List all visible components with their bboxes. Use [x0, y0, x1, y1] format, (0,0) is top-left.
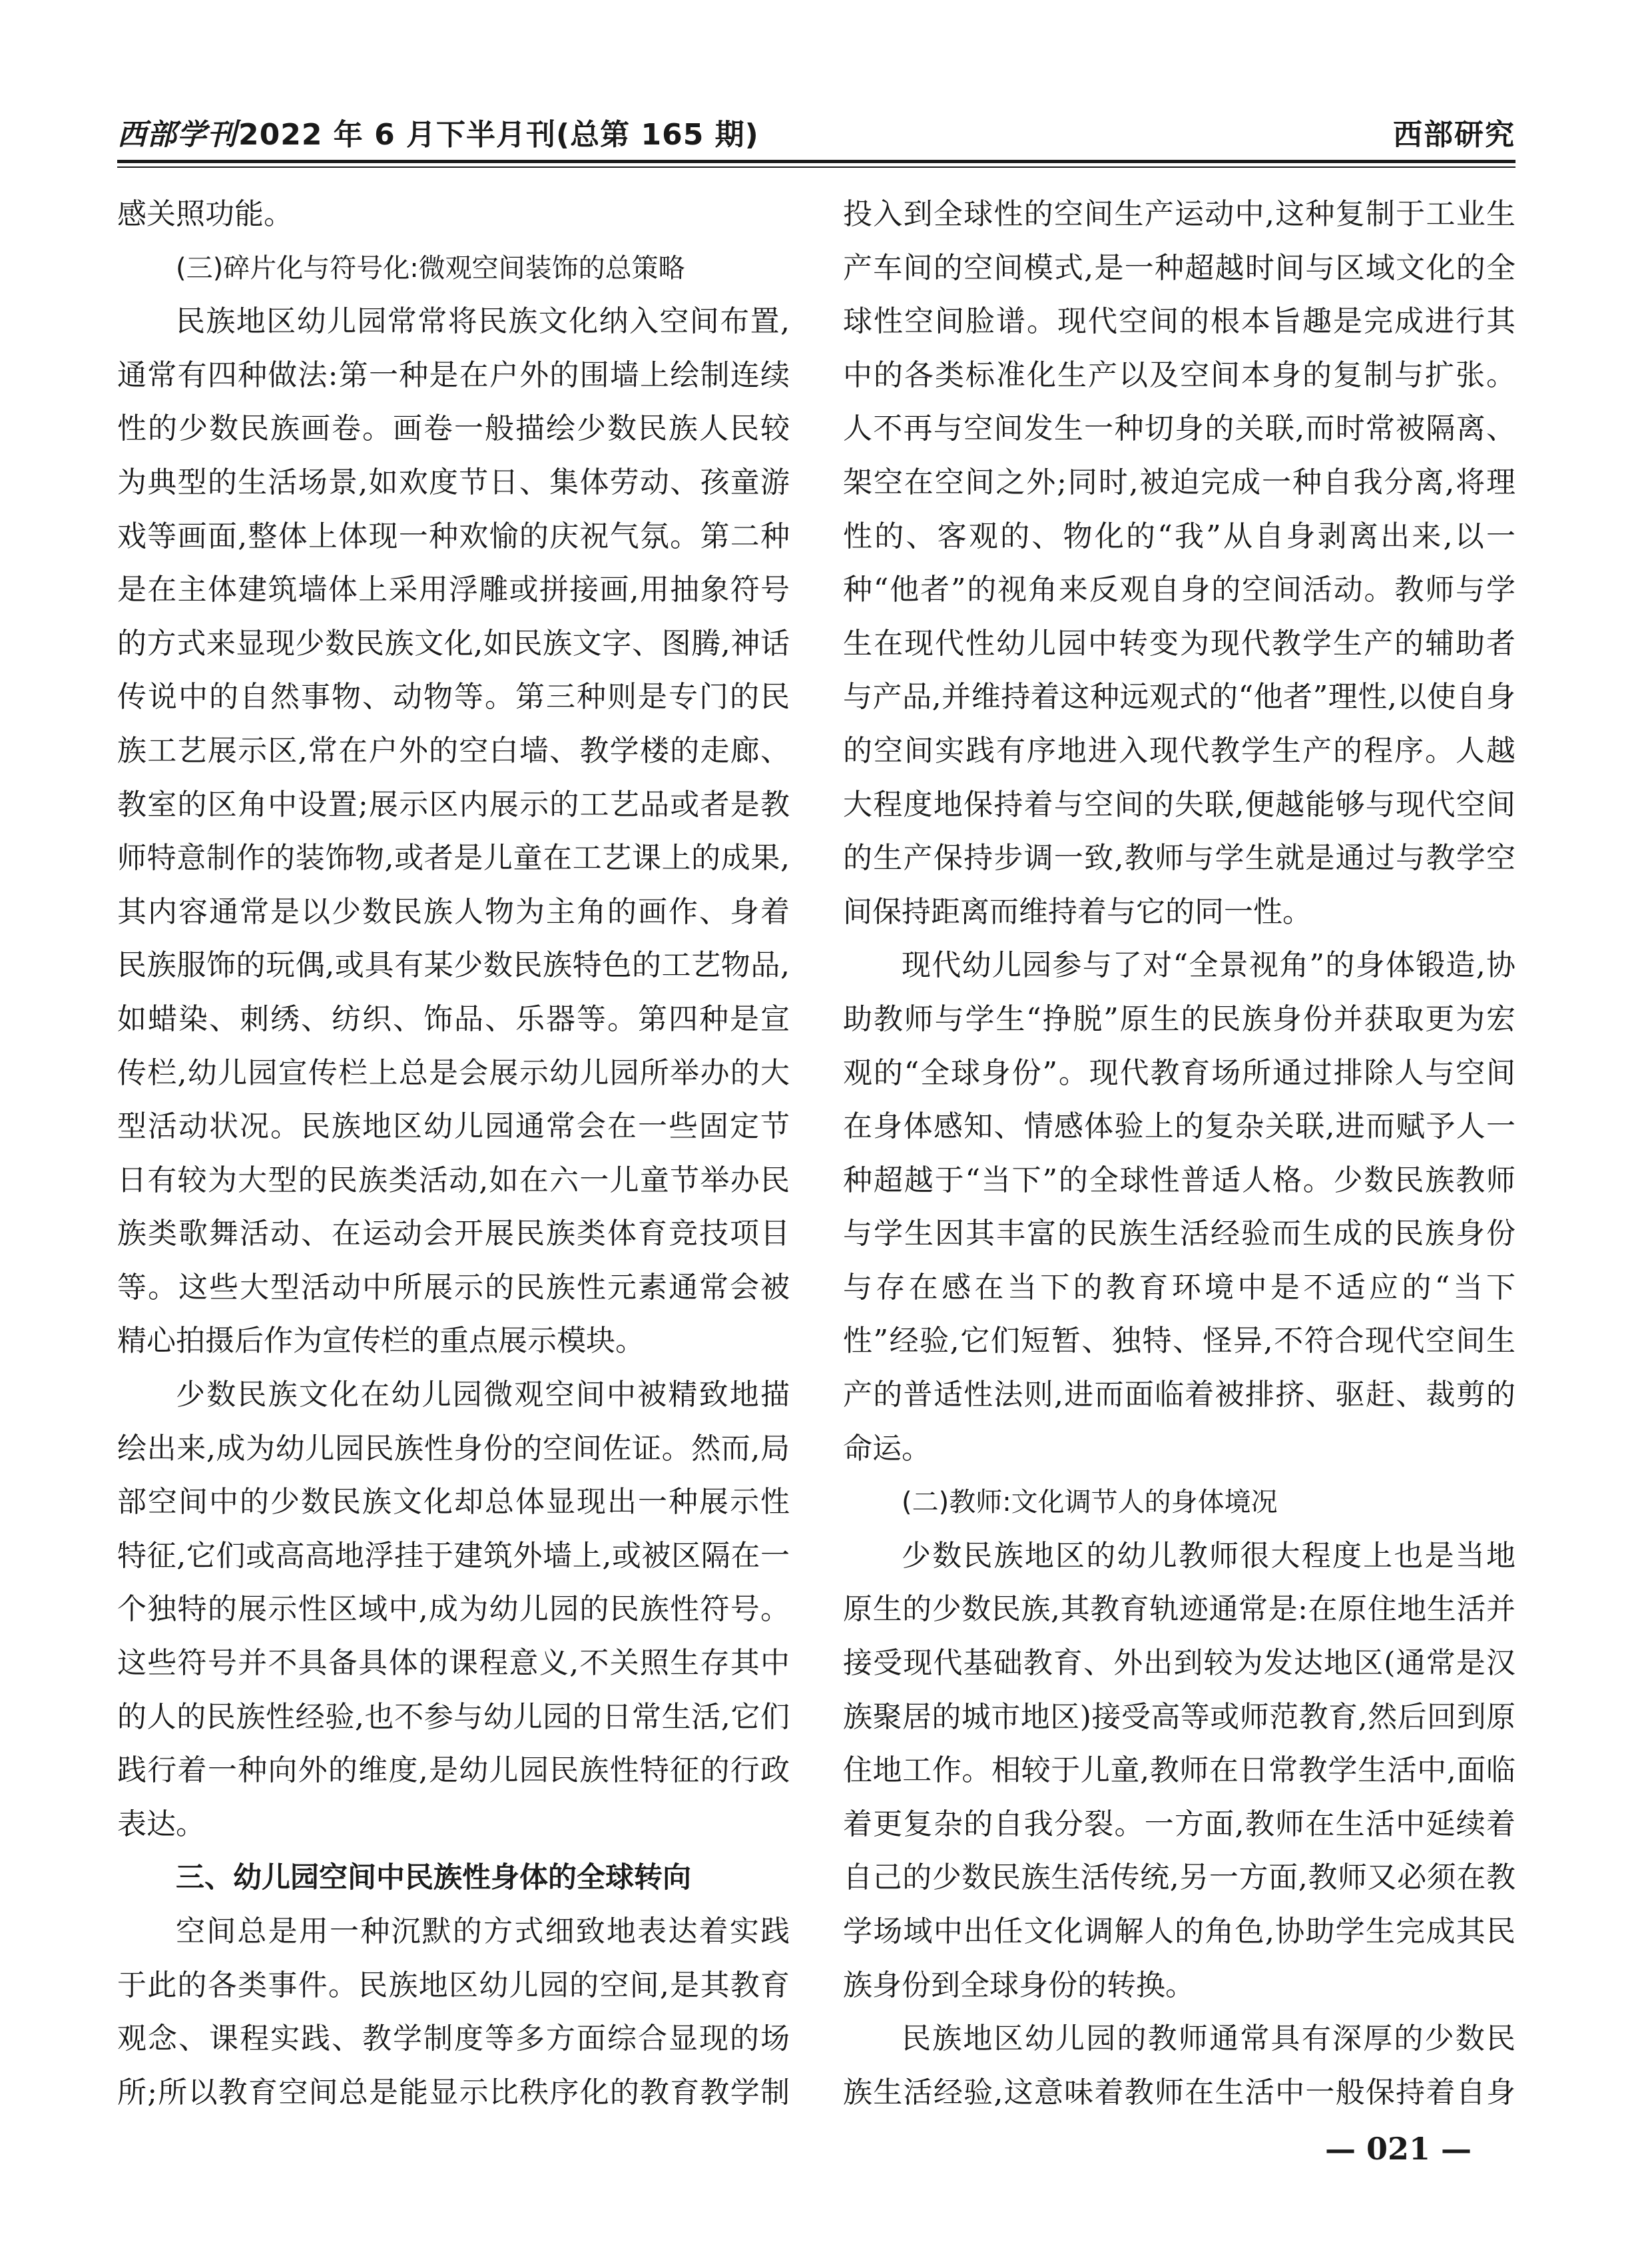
- body-paragraph: 民族地区幼儿园常常将民族文化纳入空间布置,通常有四种做法:第一种是在户外的围墙上绘制连续性的少数民族画卷。画卷一般描绘少数民族人民较为典型的生活场景,如欢度节日、集体劳动、孩童游戏等画面,整体上体现一种欢愉的庆祝气氛。第二种是在主体建筑墙体上采用浮雕或拼接画,用抽象符号的方式来显现少数民族文化,如民族文字、图腾,神话传说中的自然事物、动物等。第三种则是专门的民族工艺展示区,常在户外的空白墙、教学楼的走廊、教室的区角中设置;展示区内展示的工艺品或者是教师特意制作的装饰物,或者是儿童在工艺课上的成果,其内容通常是以少数民族人物为主角的画作、身着民族服饰的玩偶,或具有某少数民族特色的工艺物品,如蜡染、刺绣、纺织、饰品、乐器等。第四种是宣传栏,幼儿园宣传栏上总是会展示幼儿园所举办的大型活动状况。民族地区幼儿园通常会在一些固定节日有较为大型的民族类活动,如在六一儿童节举办民族类歌舞活动、在运动会开展民族类体育竞技项目等。这些大型活动中所展示的民族性元素通常会被精心拍摄后作为宣传栏的重点展示模块。: [117, 304, 790, 1358]
- issue-label: 2022 年 6 月下半月刊(总第 165 期): [238, 118, 759, 152]
- left-column: [117, 188, 790, 2112]
- header-rule: [117, 160, 1515, 163]
- body-paragraph: 少数民族文化在幼儿园微观空间中被精致地描绘出来,成为幼儿园民族性身份的空间佐证。然而,局部空间中的少数民族文化却总体显现出一种展示性特征,它们或高高地浮挂于建筑外墙上,或被区隔在一个独特的展示性区域中,成为幼儿园的民族性符号。这些符号并不具备具体的课程意义,不关照生存其中的人的民族性经验,也不参与幼儿园的日常生活,它们践行着一种向外的维度,是幼儿园民族性特征的行政表达。: [117, 1378, 790, 1841]
- journal-issue-line: [117, 111, 759, 153]
- section-heading: (二)教师:文化调节人的身体境况: [902, 1487, 1278, 1518]
- page-number: — 021 —: [1325, 2131, 1472, 2167]
- body-paragraph: 感关照功能。: [117, 197, 293, 231]
- journal-logo: 西部学刊: [117, 118, 237, 152]
- body-paragraph: 民族地区幼儿园的教师通常具有深厚的少数民族生活经验,这意味着教师在生活中一般保持着自身: [843, 2022, 1515, 2109]
- section-heading: (三)碎片化与符号化:微观空间装饰的总策略: [176, 252, 685, 284]
- running-header: [117, 107, 1515, 160]
- section-label: 西部研究: [1393, 118, 1515, 152]
- right-column: [843, 188, 1515, 2112]
- body-paragraph: 空间总是用一种沉默的方式细致地表达着实践于此的各类事件。民族地区幼儿园的空间,是其教育观念、课程实践、教学制度等多方面综合显现的场所;所以教育空间总是能显示比秩序化的教育教学制: [117, 1914, 790, 2109]
- body-paragraph: 投入到全球性的空间生产运动中,这种复制于工业生产车间的空间模式,是一种超越时间与区域文化的全球性空间脸谱。现代空间的根本旨趣是完成进行其中的各类标准化生产以及空间本身的复制与扩张。人不再与空间发生一种切身的关联,而时常被隔离、架空在空间之外;同时,被迫完成一种自我分离,将理性的、客观的、物化的“我”从自身剥离出来,以一种“他者”的视角来反观自身的空间活动。教师与学生在现代性幼儿园中转变为现代教学生产的辅助者与产品,并维持着这种远观式的“他者”理性,以使自身的空间实践有序地进入现代教学生产的程序。人越大程度地保持着与空间的失联,便越能够与现代空间的生产保持步调一致,教师与学生就是通过与教学空间保持距离而维持着与它的同一性。: [843, 197, 1515, 929]
- body-paragraph: 现代幼儿园参与了对“全景视角”的身体锻造,协助教师与学生“挣脱”原生的民族身份并获取更为宏观的“全球身份”。现代教育场所通过排除人与空间在身体感知、情感体验上的复杂关联,进而赋予人一种超越于“当下”的全球性普适人格。少数民族教师与学生因其丰富的民族生活经验而生成的民族身份与存在感在当下的教育环境中是不适应的“当下性”经验,它们短暂、独特、怪异,不符合现代空间生产的普适性法则,进而面临着被排挤、驱赶、裁剪的命运。: [843, 948, 1515, 1466]
- body-paragraph: 少数民族地区的幼儿教师很大程度上也是当地原生的少数民族,其教育轨迹通常是:在原住地生活并接受现代基础教育、外出到较为发达地区(通常是汉族聚居的城市地区)接受高等或师范教育,然后回到原住地工作。相较于儿童,教师在日常教学生活中,面临着更复杂的自我分裂。一方面,教师在生活中延续着自己的少数民族生活传统,另一方面,教师又必须在教学场域中出任文化调解人的角色,协助学生完成其民族身份到全球身份的转换。: [843, 1538, 1515, 2002]
- section-heading: 三、幼儿园空间中民族性身体的全球转向: [176, 1861, 691, 1895]
- header-rule-thin: [117, 166, 1515, 168]
